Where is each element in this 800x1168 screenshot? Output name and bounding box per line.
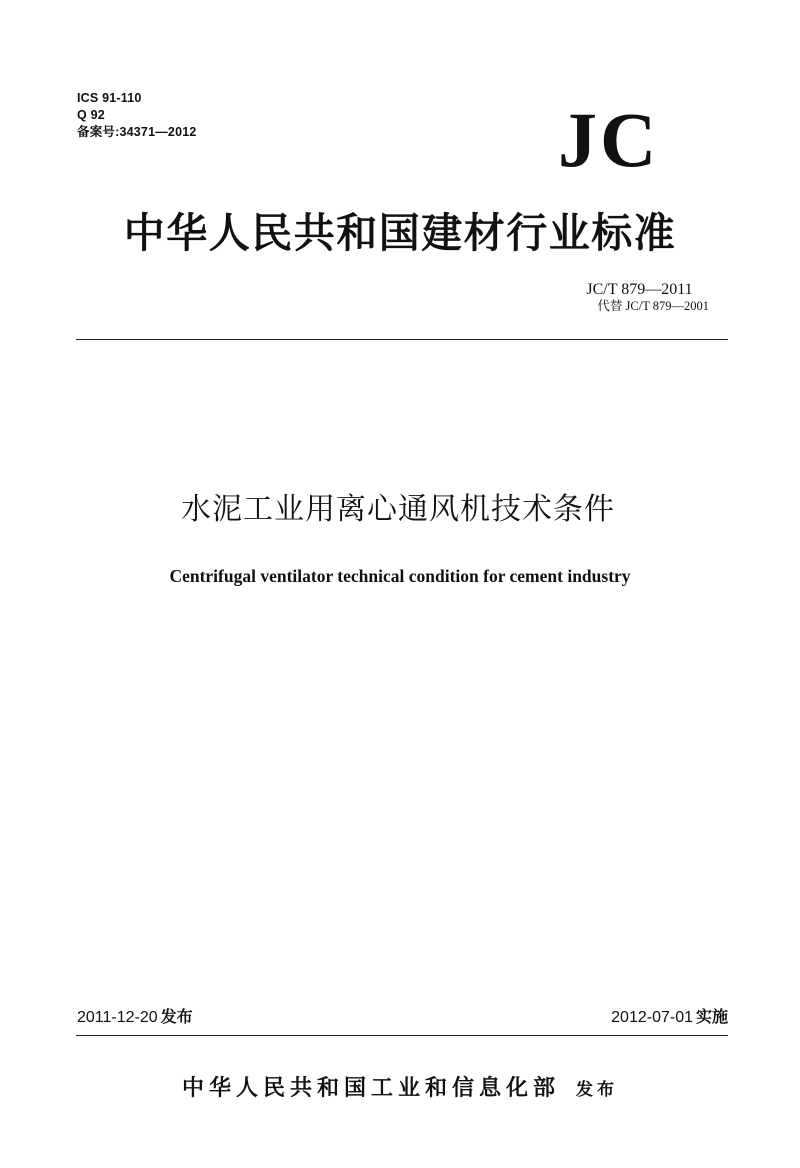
issue-label: 发布 bbox=[160, 1007, 193, 1026]
standard-code: JC/T 879—2011 bbox=[586, 281, 693, 298]
issue-date: 2011-12-20 bbox=[77, 1009, 158, 1026]
issue-date-line bbox=[77, 1006, 193, 1029]
record-number: 备案号:34371—2012 bbox=[77, 125, 197, 139]
publisher-name: 中华人民共和国工业和信息化部 bbox=[181, 1075, 560, 1101]
top-divider bbox=[76, 339, 728, 340]
classification-block bbox=[77, 90, 197, 141]
document-title-chinese: 水泥工业用离心通风机技术条件 bbox=[181, 492, 615, 527]
document-title-english: Centrifugal ventilator technical condition for cement industry bbox=[169, 566, 631, 586]
implementation-date-line bbox=[611, 1006, 728, 1029]
bottom-divider bbox=[76, 1035, 728, 1036]
replaced-standard: 代替 JC/T 879—2001 bbox=[597, 299, 709, 313]
ics-code: ICS 91-110 bbox=[77, 91, 142, 105]
jc-standard-mark: JC bbox=[558, 96, 660, 183]
industry-standard-title: 中华人民共和国建材行业标准 bbox=[123, 209, 677, 257]
publisher-label: 发布 bbox=[576, 1080, 618, 1100]
ccs-code: Q 92 bbox=[77, 108, 105, 122]
publisher-line bbox=[0, 1071, 800, 1102]
implementation-label: 实施 bbox=[695, 1007, 728, 1026]
implementation-date: 2012-07-01 bbox=[611, 1009, 693, 1026]
standard-number-block bbox=[586, 281, 709, 314]
